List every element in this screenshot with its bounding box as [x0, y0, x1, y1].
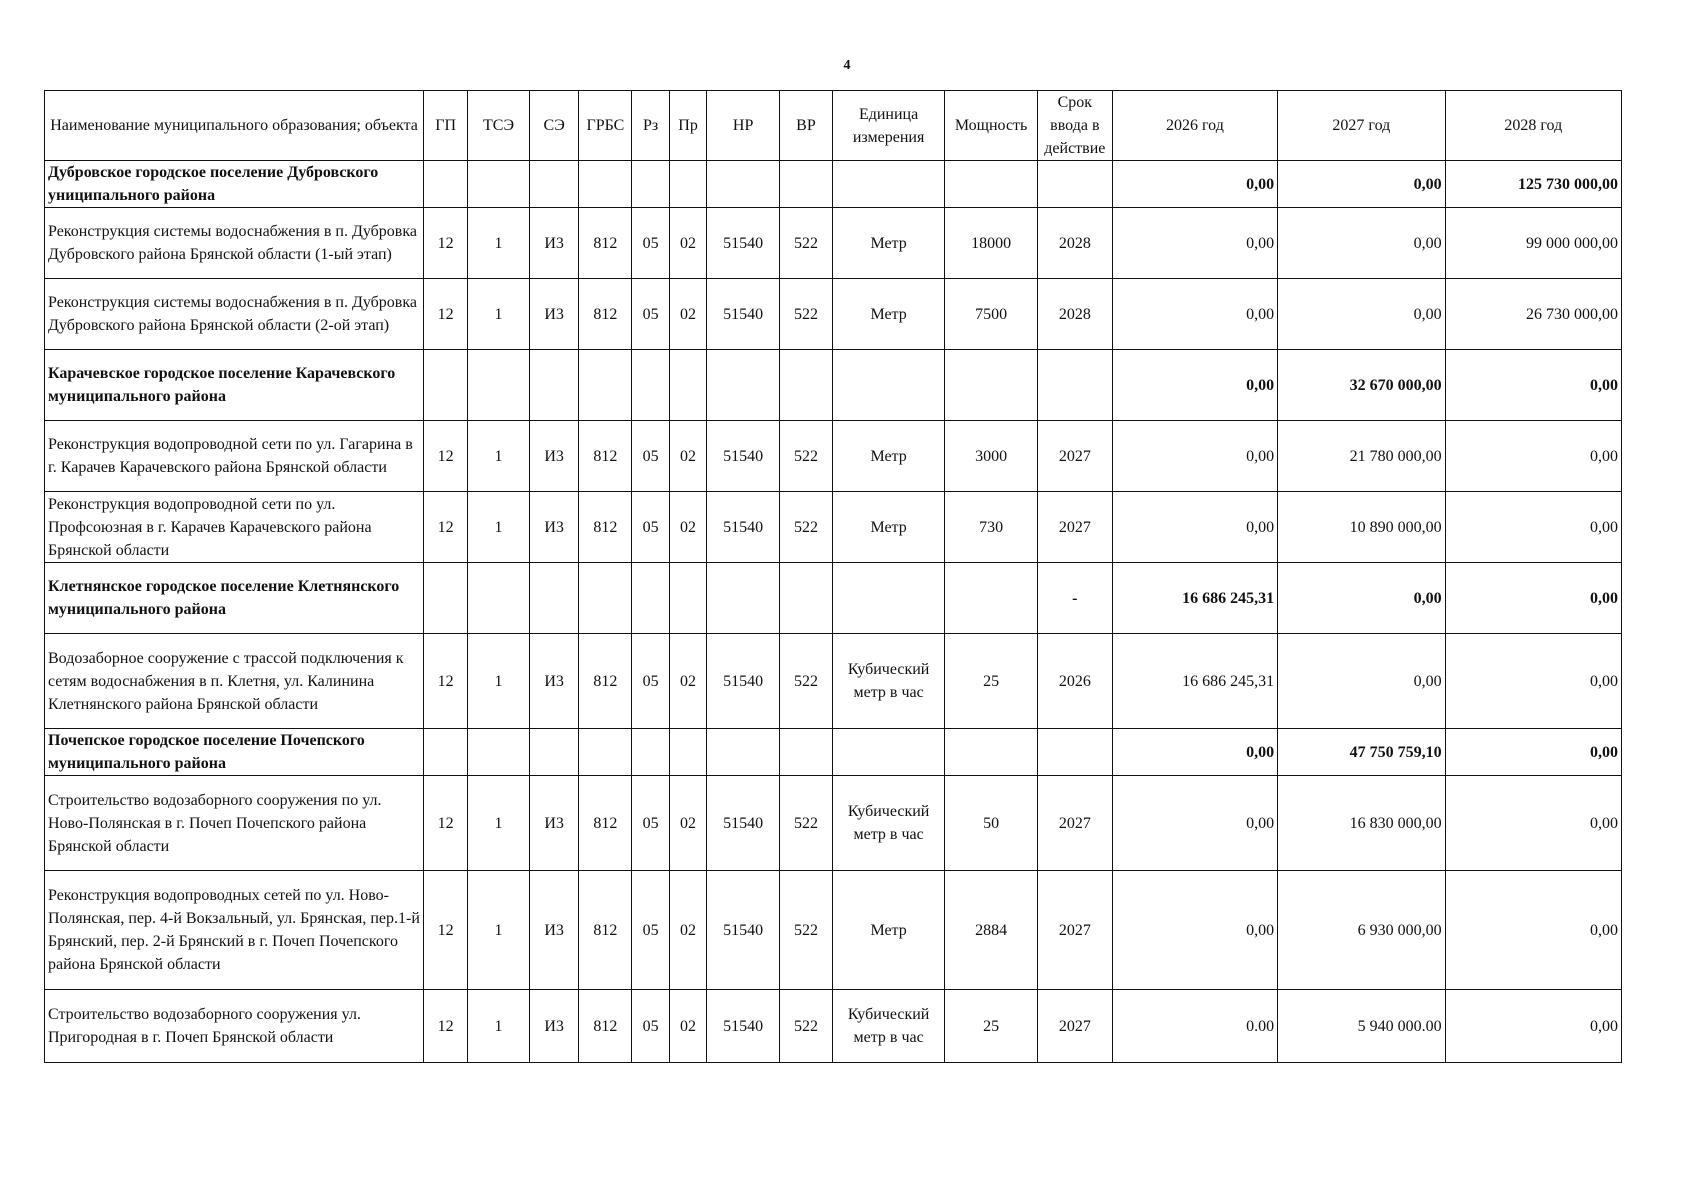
- header-se: СЭ: [529, 91, 579, 161]
- row-nr: 51540: [707, 279, 780, 350]
- row-tse: 1: [468, 421, 530, 492]
- row-name: Реконструкция водопроводных сетей по ул. Ново-Полянская, пер. 4-й Вокзальный, ул. Брянская, пер.1-й Брянский, пер. 2-й Брянский в г. Почеп Почепского района Брянской области: [45, 871, 424, 990]
- row-capacity: 25: [945, 634, 1038, 729]
- header-row: [45, 91, 1622, 161]
- row-name: Водозаборное сооружение с трассой подключения к сетям водоснабжения в п. Клетня, ул. Калинина Клетнянского района Брянской области: [45, 634, 424, 729]
- row-2026: 0.00: [1112, 990, 1277, 1063]
- row-2027: 0,00: [1278, 563, 1446, 634]
- row-2028: 0,00: [1445, 634, 1621, 729]
- row-rz: 05: [632, 634, 669, 729]
- row-grbs: 812: [579, 421, 632, 492]
- row-2026: 0,00: [1112, 350, 1277, 421]
- row-commission: 2028: [1037, 279, 1112, 350]
- row-se: И3: [529, 279, 579, 350]
- row-2028: 0,00: [1445, 563, 1621, 634]
- item-row: [45, 208, 1622, 279]
- row-commission: 2028: [1037, 208, 1112, 279]
- row-2027: 10 890 000,00: [1278, 492, 1446, 563]
- row-se: И3: [529, 421, 579, 492]
- header-tse: ТСЭ: [468, 91, 530, 161]
- row-rz: 05: [632, 776, 669, 871]
- page-number: 4: [843, 58, 851, 73]
- item-row: [45, 776, 1622, 871]
- row-2027: 0,00: [1278, 634, 1446, 729]
- row-commission: 2027: [1037, 990, 1112, 1063]
- row-grbs: 812: [579, 634, 632, 729]
- row-2028: 125 730 000,00: [1445, 161, 1621, 208]
- row-unit: Кубический метр в час: [832, 990, 944, 1063]
- row-name: Карачевское городское поселение Карачевского муниципального района: [45, 350, 424, 421]
- group-row: [45, 350, 1622, 421]
- row-commission: -: [1037, 563, 1112, 634]
- row-nr: 51540: [707, 208, 780, 279]
- row-2028: 0,00: [1445, 776, 1621, 871]
- row-capacity: 730: [945, 492, 1038, 563]
- row-rz: 05: [632, 990, 669, 1063]
- row-name: Реконструкция системы водоснабжения в п. Дубровка Дубровского района Брянской области (2-ой этап): [45, 279, 424, 350]
- row-rz: 05: [632, 208, 669, 279]
- row-vr: 522: [780, 279, 833, 350]
- item-row: [45, 279, 1622, 350]
- row-2026: 0,00: [1112, 492, 1277, 563]
- row-unit: Метр: [832, 421, 944, 492]
- header-vr: ВР: [780, 91, 833, 161]
- row-vr: 522: [780, 871, 833, 990]
- row-rz: 05: [632, 279, 669, 350]
- row-2027: 32 670 000,00: [1278, 350, 1446, 421]
- row-2026: 0,00: [1112, 208, 1277, 279]
- row-gp: 12: [424, 208, 468, 279]
- header-unit: Единица измерения: [832, 91, 944, 161]
- row-gp: 12: [424, 421, 468, 492]
- row-nr: 51540: [707, 990, 780, 1063]
- row-2027: 16 830 000,00: [1278, 776, 1446, 871]
- row-capacity: 18000: [945, 208, 1038, 279]
- row-2027: 0,00: [1278, 279, 1446, 350]
- row-pr: 02: [669, 776, 706, 871]
- row-pr: 02: [669, 871, 706, 990]
- row-capacity: 7500: [945, 279, 1038, 350]
- row-2027: 0,00: [1278, 161, 1446, 208]
- row-commission: 2027: [1037, 776, 1112, 871]
- row-2026: 0,00: [1112, 776, 1277, 871]
- header-gp: ГП: [424, 91, 468, 161]
- row-grbs: 812: [579, 208, 632, 279]
- row-commission: 2027: [1037, 492, 1112, 563]
- header-name: Наименование муниципального образования; объекта: [45, 91, 424, 161]
- row-pr: 02: [669, 279, 706, 350]
- row-tse: 1: [468, 871, 530, 990]
- row-tse: 1: [468, 279, 530, 350]
- row-name: Реконструкция водопроводной сети по ул. Гагарина в г. Карачев Карачевского района Брянской области: [45, 421, 424, 492]
- header-2026: 2026 год: [1112, 91, 1277, 161]
- row-pr: 02: [669, 208, 706, 279]
- row-commission: [1037, 161, 1112, 208]
- group-row: [45, 729, 1622, 776]
- row-nr: 51540: [707, 871, 780, 990]
- row-se: И3: [529, 208, 579, 279]
- row-capacity: 3000: [945, 421, 1038, 492]
- row-vr: 522: [780, 208, 833, 279]
- item-row: [45, 871, 1622, 990]
- row-se: И3: [529, 776, 579, 871]
- header-nr: НР: [707, 91, 780, 161]
- row-tse: 1: [468, 208, 530, 279]
- row-grbs: 812: [579, 279, 632, 350]
- row-2028: 0,00: [1445, 871, 1621, 990]
- item-row: [45, 634, 1622, 729]
- row-tse: 1: [468, 990, 530, 1063]
- row-2026: 0,00: [1112, 279, 1277, 350]
- item-row: [45, 990, 1622, 1063]
- row-name: Строительство водозаборного сооружения по ул. Ново-Полянская в г. Почеп Почепского района Брянской области: [45, 776, 424, 871]
- row-name: Реконструкция водопроводной сети по ул. Профсоюзная в г. Карачев Карачевского района Брянской области: [45, 492, 424, 563]
- row-se: И3: [529, 492, 579, 563]
- header-2027: 2027 год: [1278, 91, 1446, 161]
- row-2026: 0,00: [1112, 729, 1277, 776]
- row-se: И3: [529, 634, 579, 729]
- row-unit: Метр: [832, 279, 944, 350]
- row-grbs: 812: [579, 776, 632, 871]
- row-pr: 02: [669, 634, 706, 729]
- row-capacity: 25: [945, 990, 1038, 1063]
- row-capacity: 50: [945, 776, 1038, 871]
- row-unit: Метр: [832, 208, 944, 279]
- row-unit: Кубический метр в час: [832, 634, 944, 729]
- row-2028: 0,00: [1445, 729, 1621, 776]
- row-2028: 0,00: [1445, 492, 1621, 563]
- row-rz: 05: [632, 871, 669, 990]
- row-vr: 522: [780, 492, 833, 563]
- row-2026: 0,00: [1112, 871, 1277, 990]
- row-commission: [1037, 350, 1112, 421]
- row-se: И3: [529, 990, 579, 1063]
- group-row: [45, 563, 1622, 634]
- row-se: И3: [529, 871, 579, 990]
- row-2027: 5 940 000.00: [1278, 990, 1446, 1063]
- row-nr: 51540: [707, 421, 780, 492]
- row-vr: 522: [780, 634, 833, 729]
- row-2028: 0,00: [1445, 990, 1621, 1063]
- header-grbs: ГРБС: [579, 91, 632, 161]
- row-unit: Метр: [832, 871, 944, 990]
- row-2026: 0,00: [1112, 161, 1277, 208]
- header-commission: Срок ввода в действие: [1037, 91, 1112, 161]
- row-commission: [1037, 729, 1112, 776]
- row-pr: 02: [669, 492, 706, 563]
- row-vr: 522: [780, 776, 833, 871]
- row-name: Строительство водозаборного сооружения ул. Пригородная в г. Почеп Брянской области: [45, 990, 424, 1063]
- row-nr: 51540: [707, 776, 780, 871]
- row-vr: 522: [780, 990, 833, 1063]
- row-name: Дубровское городское поселение Дубровского униципального района: [45, 161, 424, 208]
- row-vr: 522: [780, 421, 833, 492]
- item-row: [45, 492, 1622, 563]
- row-commission: 2027: [1037, 421, 1112, 492]
- row-tse: 1: [468, 776, 530, 871]
- header-rz: Рз: [632, 91, 669, 161]
- row-unit: Кубический метр в час: [832, 776, 944, 871]
- header-pr: Пр: [669, 91, 706, 161]
- row-2026: 0,00: [1112, 421, 1277, 492]
- row-gp: 12: [424, 776, 468, 871]
- row-2026: 16 686 245,31: [1112, 634, 1277, 729]
- row-gp: 12: [424, 492, 468, 563]
- row-gp: 12: [424, 990, 468, 1063]
- row-name: Реконструкция системы водоснабжения в п. Дубровка Дубровского района Брянской области (1-ый этап): [45, 208, 424, 279]
- row-2027: 6 930 000,00: [1278, 871, 1446, 990]
- header-2028: 2028 год: [1445, 91, 1621, 161]
- row-pr: 02: [669, 421, 706, 492]
- row-name: Почепское городское поселение Почепского муниципального района: [45, 729, 424, 776]
- row-capacity: 2884: [945, 871, 1038, 990]
- row-commission: 2027: [1037, 871, 1112, 990]
- row-unit: Метр: [832, 492, 944, 563]
- row-2026: 16 686 245,31: [1112, 563, 1277, 634]
- row-pr: 02: [669, 990, 706, 1063]
- row-2027: 21 780 000,00: [1278, 421, 1446, 492]
- row-tse: 1: [468, 634, 530, 729]
- row-grbs: 812: [579, 990, 632, 1063]
- row-tse: 1: [468, 492, 530, 563]
- row-grbs: 812: [579, 871, 632, 990]
- budget-table: [44, 90, 1622, 1063]
- row-grbs: 812: [579, 492, 632, 563]
- header-capacity: Мощность: [945, 91, 1038, 161]
- group-row: [45, 161, 1622, 208]
- row-gp: 12: [424, 871, 468, 990]
- row-rz: 05: [632, 492, 669, 563]
- row-2027: 0,00: [1278, 208, 1446, 279]
- row-2028: 0,00: [1445, 421, 1621, 492]
- row-2027: 47 750 759,10: [1278, 729, 1446, 776]
- item-row: [45, 421, 1622, 492]
- row-nr: 51540: [707, 492, 780, 563]
- row-commission: 2026: [1037, 634, 1112, 729]
- row-2028: 0,00: [1445, 350, 1621, 421]
- row-gp: 12: [424, 279, 468, 350]
- row-gp: 12: [424, 634, 468, 729]
- row-2028: 99 000 000,00: [1445, 208, 1621, 279]
- row-rz: 05: [632, 421, 669, 492]
- row-2028: 26 730 000,00: [1445, 279, 1621, 350]
- row-name: Клетнянское городское поселение Клетнянского муниципального района: [45, 563, 424, 634]
- row-nr: 51540: [707, 634, 780, 729]
